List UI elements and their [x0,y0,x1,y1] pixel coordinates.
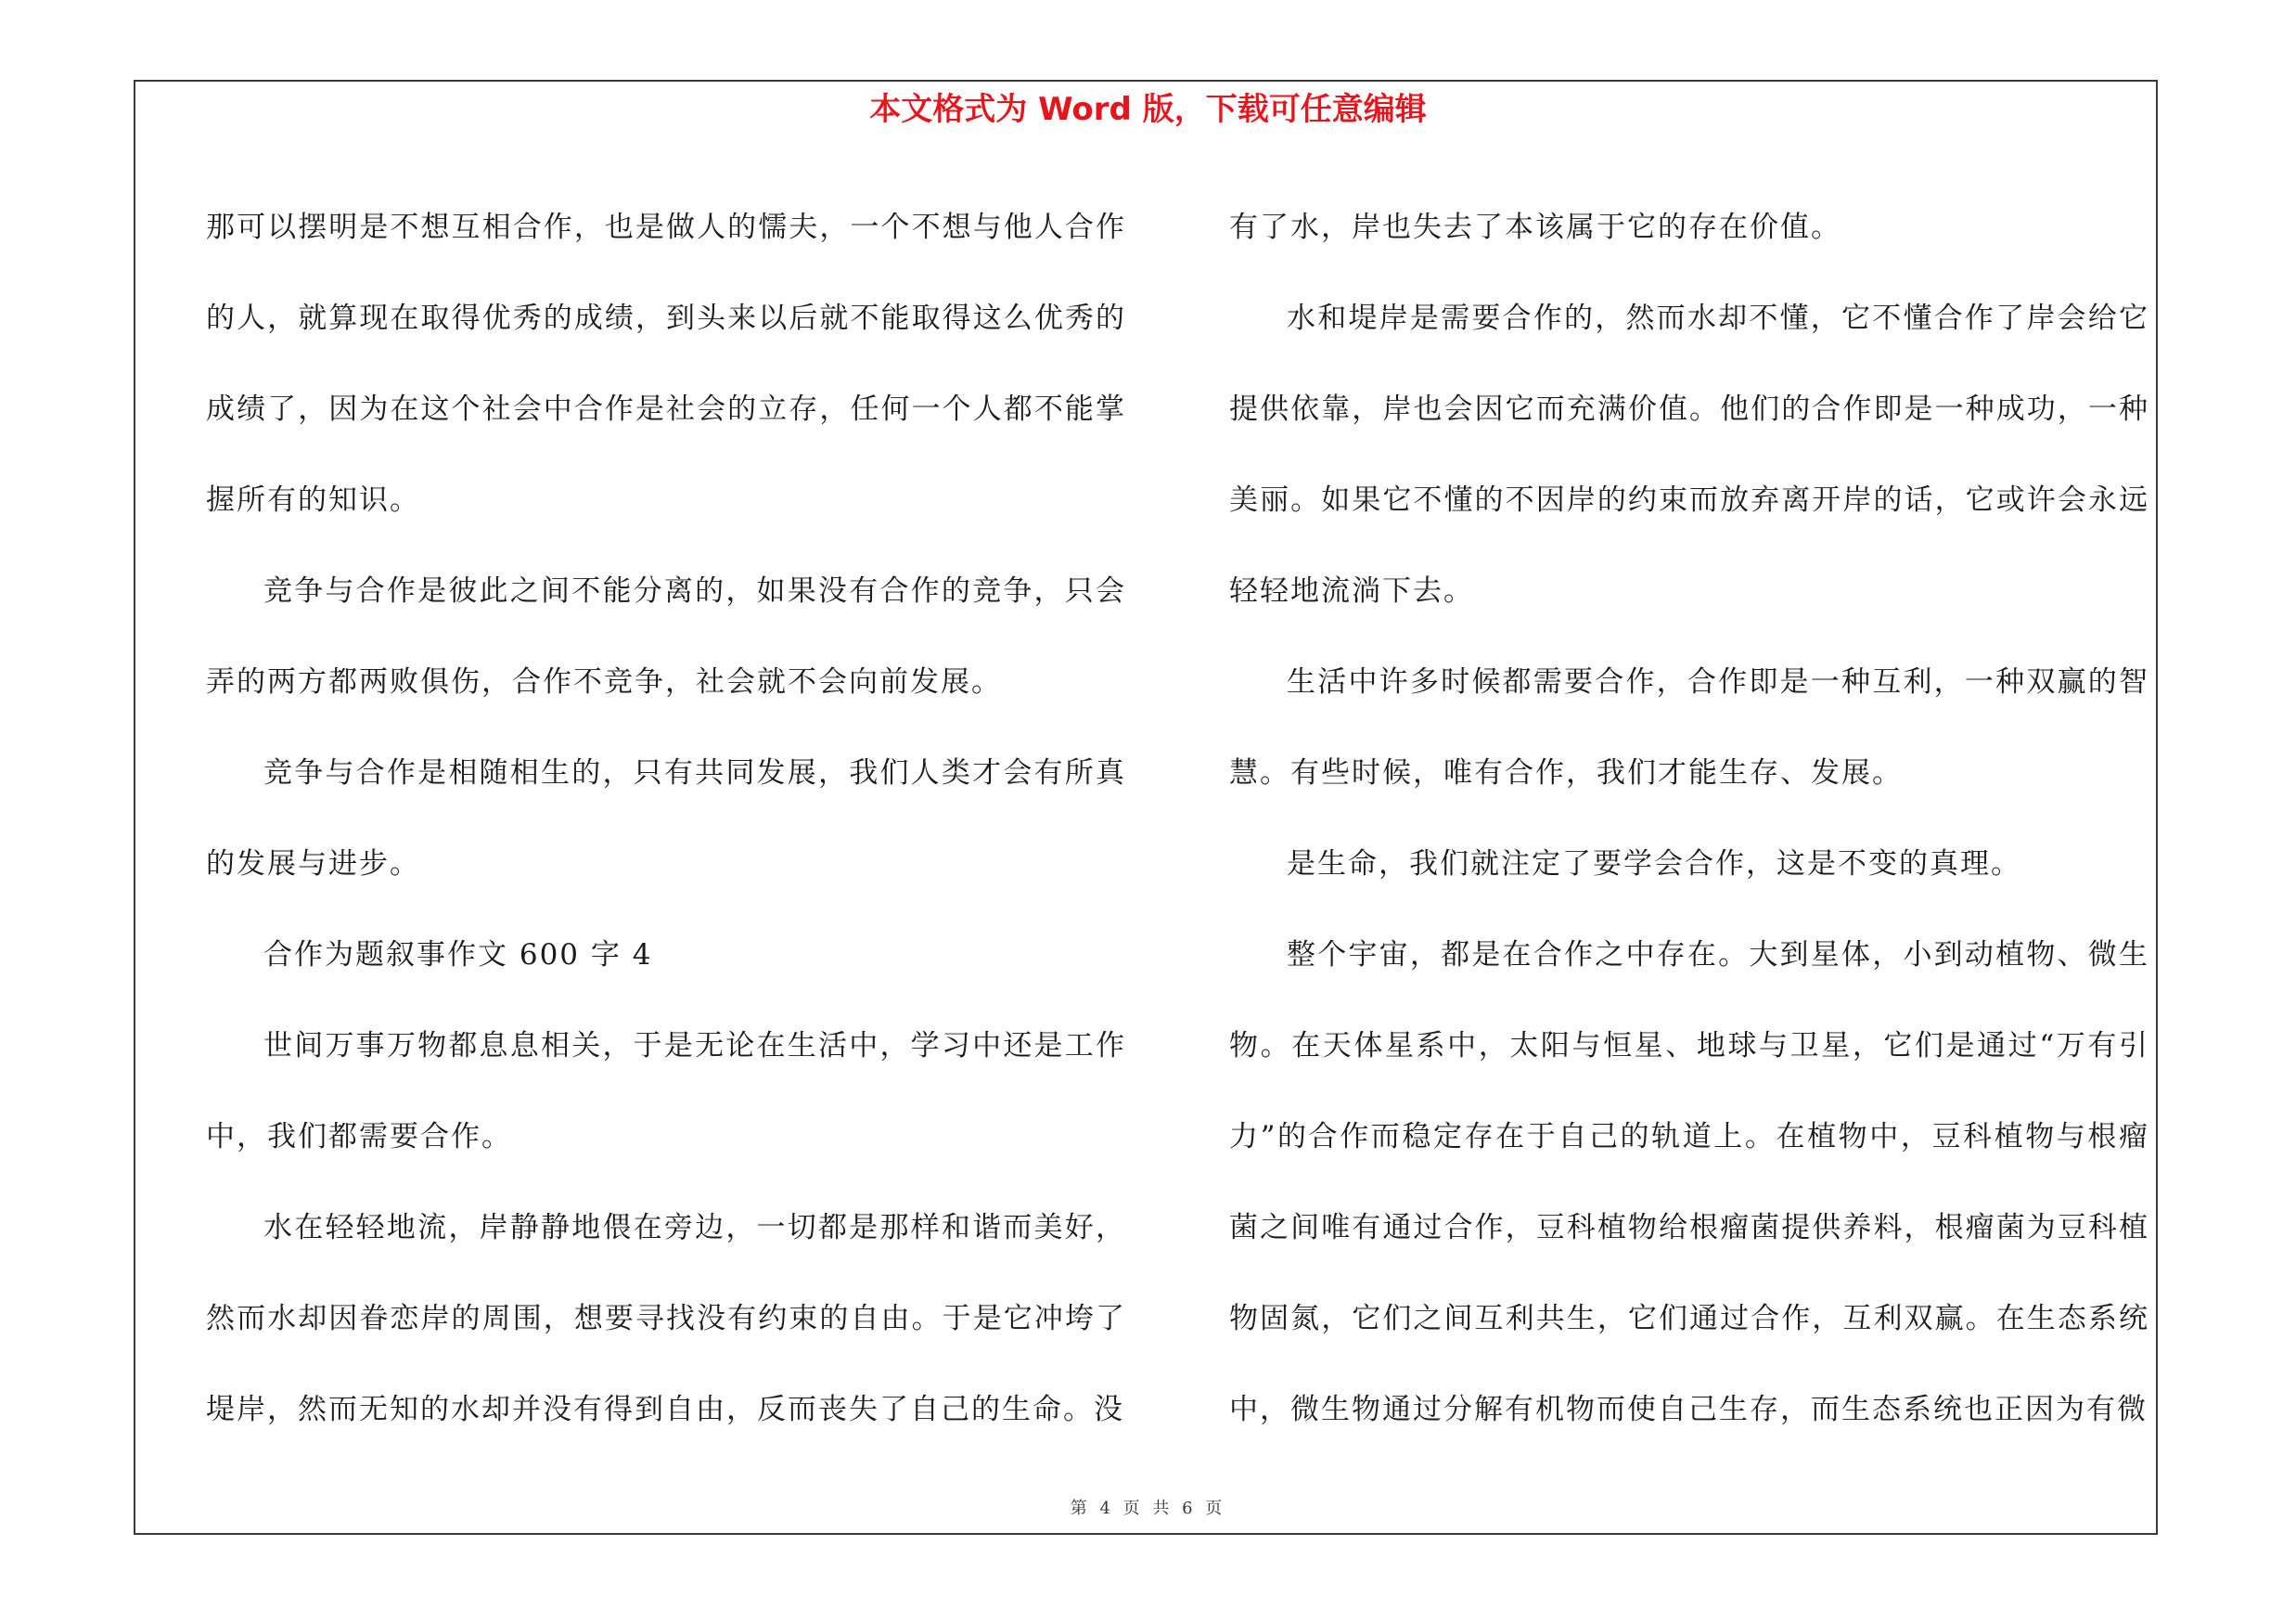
right-column [1229,182,2149,1455]
paragraph: 有了水，岸也失去了本该属于它的存在价值。 [1229,211,1841,244]
paragraph: 竞争与合作是彼此之间不能分离的，如果没有合作的竞争，只会弄的两方都两败俱伤，合作不竞争，社会就不会向前发展。 [206,574,1126,699]
paragraph: 世间万事万物都息息相关，于是无论在生活中，学习中还是工作中，我们都需要合作。 [206,1029,1126,1153]
paragraph: 生活中许多时候都需要合作，合作即是一种互利，一种双赢的智慧。有些时候，唯有合作，我们才能生存、发展。 [1229,665,2149,790]
paragraph: 整个宇宙，都是在合作之中存在。大到星体，小到动植物、微生物。在天体星系中，太阳与恒星、地球与卫星，它们是通过“万有引力”的合作而稳定存在于自己的轨道上。在植物中，豆科植物与根瘤菌之间唯有通过合作，豆科植物给根瘤菌提供养料，根瘤菌为豆科植物固氮，它们之间互利共生，它们通过合作，互利双赢。在生态系统中，微生物通过分解有机物而使自己生存，而生态系统也正因为有微 [1229,938,2149,1426]
paragraph: 是生命，我们就注定了要学会合作，这是不变的真理。 [1287,847,2021,881]
left-column [206,182,1126,1455]
paragraph: 水和堤岸是需要合作的，然而水却不懂，它不懂合作了岸会给它提供依靠，岸也会因它而充满价值。他们的合作即是一种成功，一种美丽。如果它不懂的不因岸的约束而放弃离开岸的话，它或许会永远轻轻地流淌下去。 [1229,302,2149,608]
page-number: 第 4 页 共 6 页 [1070,1499,1226,1518]
format-banner: 本文格式为 Word 版，下载可任意编辑 [869,91,1427,128]
section-heading: 合作为题叙事作文 600 字 4 [263,938,653,972]
paragraph: 竞争与合作是相随相生的，只有共同发展，我们人类才会有所真的发展与进步。 [206,756,1126,881]
paragraph: 那可以摆明是不想互相合作，也是做人的懦夫，一个不想与他人合作的人，就算现在取得优秀的成绩，到头来以后就不能取得这么优秀的成绩了，因为在这个社会中合作是社会的立存，任何一个人都不能掌握所有的知识。 [206,211,1126,517]
paragraph: 水在轻轻地流，岸静静地偎在旁边，一切都是那样和谐而美好，然而水却因眷恋岸的周围，想要寻找没有约束的自由。于是它冲垮了堤岸，然而无知的水却并没有得到自由，反而丧失了自己的生命。没 [206,1211,1126,1426]
